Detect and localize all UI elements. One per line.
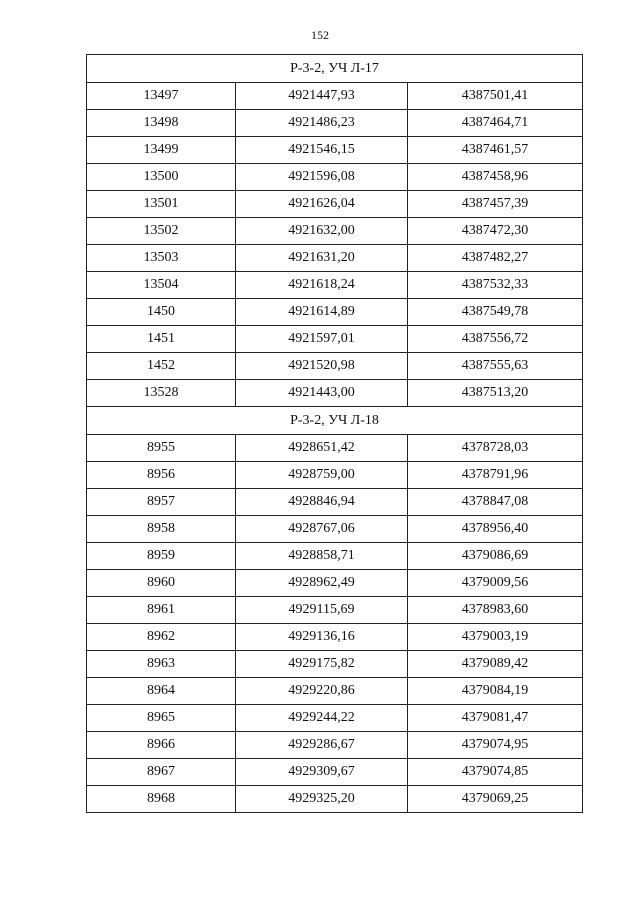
table-row bbox=[87, 272, 583, 299]
point-number-cell: 8967 bbox=[87, 759, 236, 786]
y-coordinate-cell: 4378956,40 bbox=[408, 516, 583, 543]
y-coordinate-cell: 4378791,96 bbox=[408, 462, 583, 489]
x-coordinate-cell: 4929309,67 bbox=[236, 759, 408, 786]
x-coordinate-cell: 4921447,93 bbox=[236, 83, 408, 110]
x-coordinate-cell: 4921596,08 bbox=[236, 164, 408, 191]
point-number-cell: 13502 bbox=[87, 218, 236, 245]
table-row bbox=[87, 705, 583, 732]
table-row bbox=[87, 191, 583, 218]
y-coordinate-cell: 4379074,95 bbox=[408, 732, 583, 759]
table-row bbox=[87, 218, 583, 245]
point-number-cell: 8958 bbox=[87, 516, 236, 543]
point-number-cell: 13501 bbox=[87, 191, 236, 218]
y-coordinate-cell: 4379086,69 bbox=[408, 543, 583, 570]
point-number-cell: 8968 bbox=[87, 786, 236, 813]
y-coordinate-cell: 4387472,30 bbox=[408, 218, 583, 245]
table-row bbox=[87, 732, 583, 759]
y-coordinate-cell: 4387482,27 bbox=[408, 245, 583, 272]
y-coordinate-cell: 4387513,20 bbox=[408, 380, 583, 407]
table-row bbox=[87, 651, 583, 678]
x-coordinate-cell: 4928858,71 bbox=[236, 543, 408, 570]
point-number-cell: 1451 bbox=[87, 326, 236, 353]
y-coordinate-cell: 4387457,39 bbox=[408, 191, 583, 218]
section-title: Р-3-2, УЧ Л-17 bbox=[87, 55, 583, 83]
y-coordinate-cell: 4387458,96 bbox=[408, 164, 583, 191]
y-coordinate-cell: 4387556,72 bbox=[408, 326, 583, 353]
x-coordinate-cell: 4921618,24 bbox=[236, 272, 408, 299]
table-row bbox=[87, 299, 583, 326]
point-number-cell: 13503 bbox=[87, 245, 236, 272]
x-coordinate-cell: 4921631,20 bbox=[236, 245, 408, 272]
table-row bbox=[87, 759, 583, 786]
y-coordinate-cell: 4378983,60 bbox=[408, 597, 583, 624]
point-number-cell: 1450 bbox=[87, 299, 236, 326]
x-coordinate-cell: 4928759,00 bbox=[236, 462, 408, 489]
table-row bbox=[87, 245, 583, 272]
point-number-cell: 13497 bbox=[87, 83, 236, 110]
point-number-cell: 1452 bbox=[87, 353, 236, 380]
table-row bbox=[87, 326, 583, 353]
x-coordinate-cell: 4929136,16 bbox=[236, 624, 408, 651]
section-title: Р-3-2, УЧ Л-18 bbox=[87, 407, 583, 435]
y-coordinate-cell: 4379074,85 bbox=[408, 759, 583, 786]
page-number: 152 bbox=[311, 28, 329, 42]
point-number-cell: 13499 bbox=[87, 137, 236, 164]
x-coordinate-cell: 4921520,98 bbox=[236, 353, 408, 380]
point-number-cell: 13504 bbox=[87, 272, 236, 299]
x-coordinate-cell: 4928651,42 bbox=[236, 435, 408, 462]
point-number-cell: 8964 bbox=[87, 678, 236, 705]
y-coordinate-cell: 4387461,57 bbox=[408, 137, 583, 164]
y-coordinate-cell: 4378847,08 bbox=[408, 489, 583, 516]
x-coordinate-cell: 4929244,22 bbox=[236, 705, 408, 732]
point-number-cell: 8959 bbox=[87, 543, 236, 570]
table-row bbox=[87, 624, 583, 651]
x-coordinate-cell: 4928846,94 bbox=[236, 489, 408, 516]
point-number-cell: 8965 bbox=[87, 705, 236, 732]
point-number-cell: 8960 bbox=[87, 570, 236, 597]
table-row bbox=[87, 597, 583, 624]
y-coordinate-cell: 4379084,19 bbox=[408, 678, 583, 705]
table-row bbox=[87, 110, 583, 137]
point-number-cell: 8961 bbox=[87, 597, 236, 624]
x-coordinate-cell: 4921443,00 bbox=[236, 380, 408, 407]
y-coordinate-cell: 4387532,33 bbox=[408, 272, 583, 299]
section-header-row bbox=[87, 407, 583, 435]
x-coordinate-cell: 4928962,49 bbox=[236, 570, 408, 597]
point-number-cell: 8966 bbox=[87, 732, 236, 759]
table-row bbox=[87, 137, 583, 164]
y-coordinate-cell: 4379081,47 bbox=[408, 705, 583, 732]
x-coordinate-cell: 4929286,67 bbox=[236, 732, 408, 759]
y-coordinate-cell: 4387464,71 bbox=[408, 110, 583, 137]
x-coordinate-cell: 4921597,01 bbox=[236, 326, 408, 353]
table-row bbox=[87, 380, 583, 407]
section-header-row bbox=[87, 55, 583, 83]
x-coordinate-cell: 4921632,00 bbox=[236, 218, 408, 245]
y-coordinate-cell: 4379003,19 bbox=[408, 624, 583, 651]
point-number-cell: 8957 bbox=[87, 489, 236, 516]
point-number-cell: 8963 bbox=[87, 651, 236, 678]
x-coordinate-cell: 4928767,06 bbox=[236, 516, 408, 543]
table-row bbox=[87, 462, 583, 489]
table-row bbox=[87, 83, 583, 110]
y-coordinate-cell: 4387501,41 bbox=[408, 83, 583, 110]
y-coordinate-cell: 4379009,56 bbox=[408, 570, 583, 597]
coordinates-table bbox=[86, 54, 583, 813]
table-body bbox=[87, 55, 583, 813]
point-number-cell: 13498 bbox=[87, 110, 236, 137]
x-coordinate-cell: 4929115,69 bbox=[236, 597, 408, 624]
table-row bbox=[87, 489, 583, 516]
x-coordinate-cell: 4929220,86 bbox=[236, 678, 408, 705]
table-row bbox=[87, 543, 583, 570]
point-number-cell: 8956 bbox=[87, 462, 236, 489]
table-row bbox=[87, 516, 583, 543]
x-coordinate-cell: 4929325,20 bbox=[236, 786, 408, 813]
x-coordinate-cell: 4921546,15 bbox=[236, 137, 408, 164]
x-coordinate-cell: 4921614,89 bbox=[236, 299, 408, 326]
point-number-cell: 13500 bbox=[87, 164, 236, 191]
table-row bbox=[87, 678, 583, 705]
y-coordinate-cell: 4378728,03 bbox=[408, 435, 583, 462]
y-coordinate-cell: 4379089,42 bbox=[408, 651, 583, 678]
y-coordinate-cell: 4387555,63 bbox=[408, 353, 583, 380]
point-number-cell: 8955 bbox=[87, 435, 236, 462]
x-coordinate-cell: 4921486,23 bbox=[236, 110, 408, 137]
table-row bbox=[87, 570, 583, 597]
table-row bbox=[87, 164, 583, 191]
table-row bbox=[87, 353, 583, 380]
table-row bbox=[87, 435, 583, 462]
point-number-cell: 13528 bbox=[87, 380, 236, 407]
x-coordinate-cell: 4929175,82 bbox=[236, 651, 408, 678]
table-row bbox=[87, 786, 583, 813]
y-coordinate-cell: 4387549,78 bbox=[408, 299, 583, 326]
y-coordinate-cell: 4379069,25 bbox=[408, 786, 583, 813]
point-number-cell: 8962 bbox=[87, 624, 236, 651]
x-coordinate-cell: 4921626,04 bbox=[236, 191, 408, 218]
